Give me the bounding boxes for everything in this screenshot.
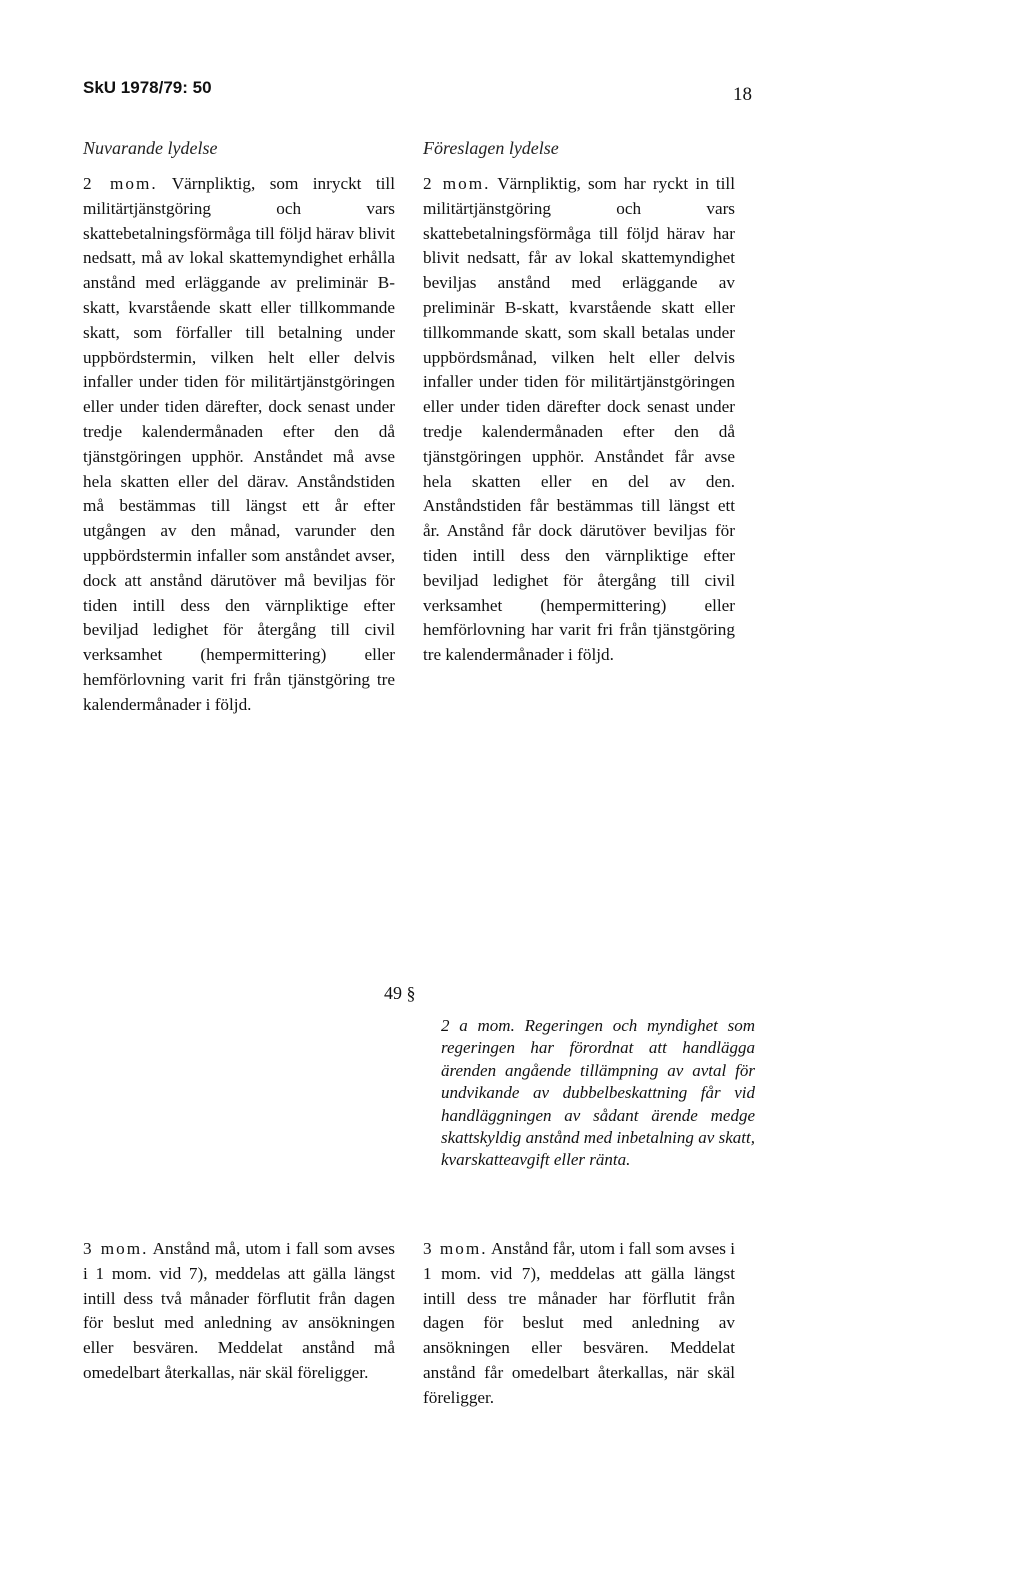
left-mom3-paragraph xyxy=(83,1237,395,1386)
page-number: 18 xyxy=(733,84,752,105)
left-mom2-text: Värnpliktig, som inryckt till militärtjänstgöring och vars skattebetalningsförmåga till följd härav blivit nedsatt, må av lokal skattemyndighet erhålla anstånd med erläggande av preliminär B-skatt, kvarstående skatt eller tillkommande skatt, som förfaller till betalning under uppbördstermin, vilken helt eller delvis infaller under tiden för militärtjänstgöringen eller under tiden därefter, dock senast under tredje kalendermånaden efter den då tjänstgöringen upphör. Anståndet må avse hela skatten eller del därav. Anståndstiden må bestämmas till längst ett år efter utgången av den månad, varunder den uppbördstermin infaller som anståndet avser, dock att anstånd därutöver må beviljas för tiden intill dess den värnpliktige efter beviljad ledighet för återgång till civil verksamhet (hempermittering) eller hemförlovning varit fri från tjänstgöring tre kalendermånader i följd. xyxy=(83,174,395,714)
right-mom2a-paragraph xyxy=(441,1015,755,1172)
left-mom3-label: 3 mom. xyxy=(83,1239,149,1258)
left-mom2-paragraph xyxy=(83,172,395,718)
right-mom2a-label: 2 a mom. xyxy=(441,1016,515,1035)
section-mark: 49 § xyxy=(384,983,416,1003)
left-mom3-text: Anstånd må, utom i fall som avses i 1 mom. vid 7), meddelas att gälla längst intill dess två månader förflutit från dagen för beslut med anledning av ansökningen eller besvären. Meddelat anstånd må omedelbart återkallas, när skäl föreligger. xyxy=(83,1239,395,1382)
right-mom3-paragraph xyxy=(423,1237,735,1411)
document-code: SkU 1978/79: 50 xyxy=(83,78,212,97)
right-mom3-label: 3 mom. xyxy=(423,1239,488,1258)
right-mom2-paragraph xyxy=(423,172,735,668)
right-mom2a-text: Regeringen och myndighet som regeringen har förordnat att handlägga ärenden angående tillämpning av avtal för undvikande av dubbelbeskattning får vid handläggningen av sådant ärende medge skattskyldig anstånd med inbetalning av skatt, kvarskatteavgift eller ränta. xyxy=(441,1016,755,1170)
left-mom2-label: 2 mom. xyxy=(83,174,158,193)
column-title-current: Nuvarande lydelse xyxy=(83,138,218,158)
right-mom3-text: Anstånd får, utom i fall som avses i 1 mom. vid 7), meddelas att gälla längst intill dess tre månader har förflutit från dagen för beslut med anledning av ansökningen eller besvären. Meddelat anstånd får omedelbart återkallas, när skäl föreligger. xyxy=(423,1239,736,1407)
right-mom2-label: 2 mom. xyxy=(423,174,491,193)
right-mom2-text: Värnpliktig, som har ryckt in till militärtjänstgöring och vars skattebetalningsförmåga till följd härav har blivit nedsatt, får av lokal skattemyndighet beviljas anstånd med erläggande av preliminär B-skatt, kvarstående skatt eller tillkommande skatt, som skall betalas under uppbördsmånad, vilken helt eller delvis infaller under tiden för militärtjänstgöringen eller under tiden därefter dock senast under tredje kalendermånaden efter den då tjänstgöringen upphör. Anståndet får avse hela skatten eller en del av den. Anståndstiden får bestämmas till längst ett år. Anstånd får dock därutöver beviljas för tiden intill dess den värnpliktige efter beviljad ledighet för återgång till civil verksamhet (hempermittering) eller hemförlovning har varit fri från tjänstgöring tre kalendermånader i följd. xyxy=(423,174,735,665)
column-title-proposed: Föreslagen lydelse xyxy=(423,138,559,158)
